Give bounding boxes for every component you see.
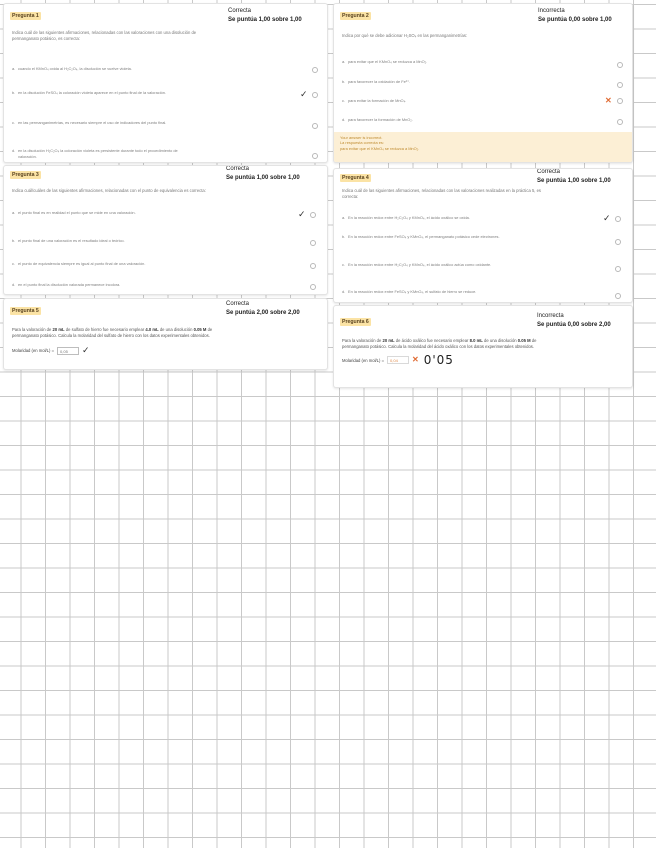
correct-check-icon: ✓ (82, 345, 90, 355)
question-3-card (3, 165, 328, 295)
grade-label: Correcta (226, 166, 250, 172)
answer-label: Molaridad (en mol/L) = (342, 357, 385, 363)
grade-label: Incorrecta (538, 8, 565, 14)
grade-label: Correcta (228, 8, 252, 14)
answer-option-d[interactable]: d. para favorecer la formación de MnO₂. (342, 117, 413, 122)
question-number-tag: Pregunta 1 (12, 13, 39, 19)
correct-check-icon: ✓ (298, 209, 306, 219)
answer-option-d[interactable]: d. en la disolución H₂C₂O₄ la coloración violeta es persistente durante todo el procedimiento de valoración. (12, 148, 178, 159)
correct-check-icon: ✓ (300, 89, 308, 99)
radio-option-b[interactable] (615, 239, 621, 245)
question-status (228, 7, 317, 24)
incorrect-x-icon: ✕ (605, 96, 612, 105)
answer-option-a[interactable]: a. En la reacción redox entre H₂C₂O₄ y KMnO₄, el ácido oxálico se oxida. (342, 215, 470, 220)
correct-check-icon: ✓ (603, 213, 611, 223)
question-number-tag: Pregunta 3 (12, 172, 39, 178)
answer-option-c[interactable]: c. en las permanganimetrías, es necesario siempre el uso de indicadores del punto final. (12, 120, 167, 125)
radio-option-c[interactable] (615, 266, 621, 272)
grade-label: Incorrecta (537, 313, 564, 319)
radio-option-a[interactable] (615, 216, 621, 222)
radio-option-c[interactable] (310, 263, 316, 269)
question-status (537, 312, 622, 329)
radio-option-d[interactable] (617, 119, 623, 125)
answer-label: Molaridad (en mol/L) = (12, 348, 55, 353)
answer-option-d[interactable]: d. en el punto final la disolución valorada permanece incolora. (12, 282, 121, 287)
answer-option-a[interactable]: a. para evitar que el KMnO₄ se reduzca a MnO₂. (342, 59, 428, 64)
radio-option-a[interactable] (312, 67, 318, 73)
answer-input[interactable]: 0,04 (387, 356, 409, 364)
grade-label: Correcta (226, 301, 250, 307)
question-text: Indica por qué se debe adicionar H₂SO₄ en las permanganimetrías: (342, 33, 468, 38)
answer-option-b[interactable]: b. el punto final de una valoración es el resultado ideal o teórico. (12, 238, 125, 243)
radio-option-c[interactable] (312, 123, 318, 129)
question-status (226, 165, 317, 182)
question-text: Para la valoración de 20 mL de sulfato de hierro fue necesario emplear 4.0 mL de una disolución 0.05 M de permanganato potásico. Calcula la molaridad del sulfato de hierro con los datos experimentales obtenidos. (12, 327, 213, 339)
question-number-tag: Pregunta 4 (342, 175, 369, 181)
radio-option-b[interactable] (310, 240, 316, 246)
answer-option-b[interactable]: b. en la disolución FeSO₄ la coloración violeta aparece en el punto final de la valoración. (12, 90, 167, 95)
question-status (537, 168, 622, 185)
radio-option-d[interactable] (312, 153, 318, 159)
question-number-tag: Pregunta 5 (12, 308, 39, 314)
answer-row (12, 346, 90, 355)
radio-option-c[interactable] (617, 98, 623, 104)
feedback-correct-answer: para evitar que el KMnO₄ se reduzca a MnO₂. (340, 145, 420, 151)
answer-option-c[interactable]: c. En la reacción redox entre H₂C₂O₄ y KMnO₄, el ácido oxálico actúa como oxidante. (342, 262, 492, 267)
radio-option-b[interactable] (312, 92, 318, 98)
question-5-card (3, 298, 328, 370)
answer-option-a[interactable]: a. cuando el KMnO₄ oxida al H₂C₂O₄, la disolución se vuelve violeta. (12, 66, 132, 71)
incorrect-x-icon: ✕ (412, 355, 419, 364)
question-text: Indica cuál de las siguientes afirmaciones, relacionadas con las valoraciones realizadas en la práctica 5, es correcta: (342, 188, 542, 200)
answer-option-c[interactable]: c. para evitar la formación de MnO₄. (342, 98, 407, 103)
question-number-tag: Pregunta 6 (342, 319, 369, 325)
answer-option-b[interactable]: b. para favorecer la oxidación de Fe²⁺. (342, 79, 411, 84)
question-text: Para la valoración de 20 mL de ácido oxálico fue necesario emplear 8.0 mL de una disolución 0.05 M de permanganato potásico. Calcula la molaridad del ácido oxálico con los datos experimentales obtenidos. (342, 338, 537, 350)
feedback-panel (334, 132, 633, 163)
answer-row (342, 353, 454, 367)
radio-option-d[interactable] (310, 284, 316, 290)
question-text: Indica cuál/cuáles de las siguientes afirmaciones, relacionadas con el punto de equivalencia es correcta: (12, 188, 206, 193)
answer-input[interactable]: 0,05 (57, 347, 79, 355)
score-label: Se puntúa 1,00 sobre 1,00 (537, 177, 611, 184)
question-6-card (333, 305, 633, 388)
score-label: Se puntúa 0,00 sobre 1,00 (538, 16, 612, 23)
radio-option-d[interactable] (615, 293, 621, 299)
answer-option-d[interactable]: d. En la reacción redox entre FeSO₄ y KMnO₄, el sulfato de hierro se reduce. (342, 289, 477, 294)
answer-option-a[interactable]: a. el punto final es en realidad el punto que se mide en una valoración. (12, 210, 136, 215)
radio-option-a[interactable] (310, 212, 316, 218)
question-4-card (333, 168, 633, 303)
question-number-tag: Pregunta 2 (342, 13, 369, 19)
question-status (538, 7, 622, 24)
radio-option-b[interactable] (617, 82, 623, 88)
radio-option-a[interactable] (617, 62, 623, 68)
grade-label: Correcta (537, 169, 561, 175)
question-status (226, 300, 317, 317)
feedback-result: Your answer is incorrect. (340, 135, 383, 140)
score-label: Se puntúa 0,00 sobre 2,00 (537, 321, 611, 328)
question-2-card (333, 3, 633, 163)
score-label: Se puntúa 2,00 sobre 2,00 (226, 309, 300, 316)
question-text: Indica cuál de las siguientes afirmaciones, relacionadas con las valoraciones con una disolución de permanganato potásico, es correcta: (12, 30, 197, 42)
feedback-correct-label: La respuesta correcta es: (340, 140, 384, 146)
score-label: Se puntúa 1,00 sobre 1,00 (226, 174, 300, 181)
score-label: Se puntúa 1,00 sobre 1,00 (228, 16, 302, 23)
answer-option-b[interactable]: b. En la reacción redox entre FeSO₄ y KMnO₄, el permanganato potásico cede electrones. (342, 234, 500, 239)
handwritten-note: 0'05 (423, 353, 454, 367)
question-1-card (3, 3, 328, 163)
answer-option-c[interactable]: c. el punto de equivalencia siempre es igual al punto final de una valoración. (12, 261, 146, 266)
